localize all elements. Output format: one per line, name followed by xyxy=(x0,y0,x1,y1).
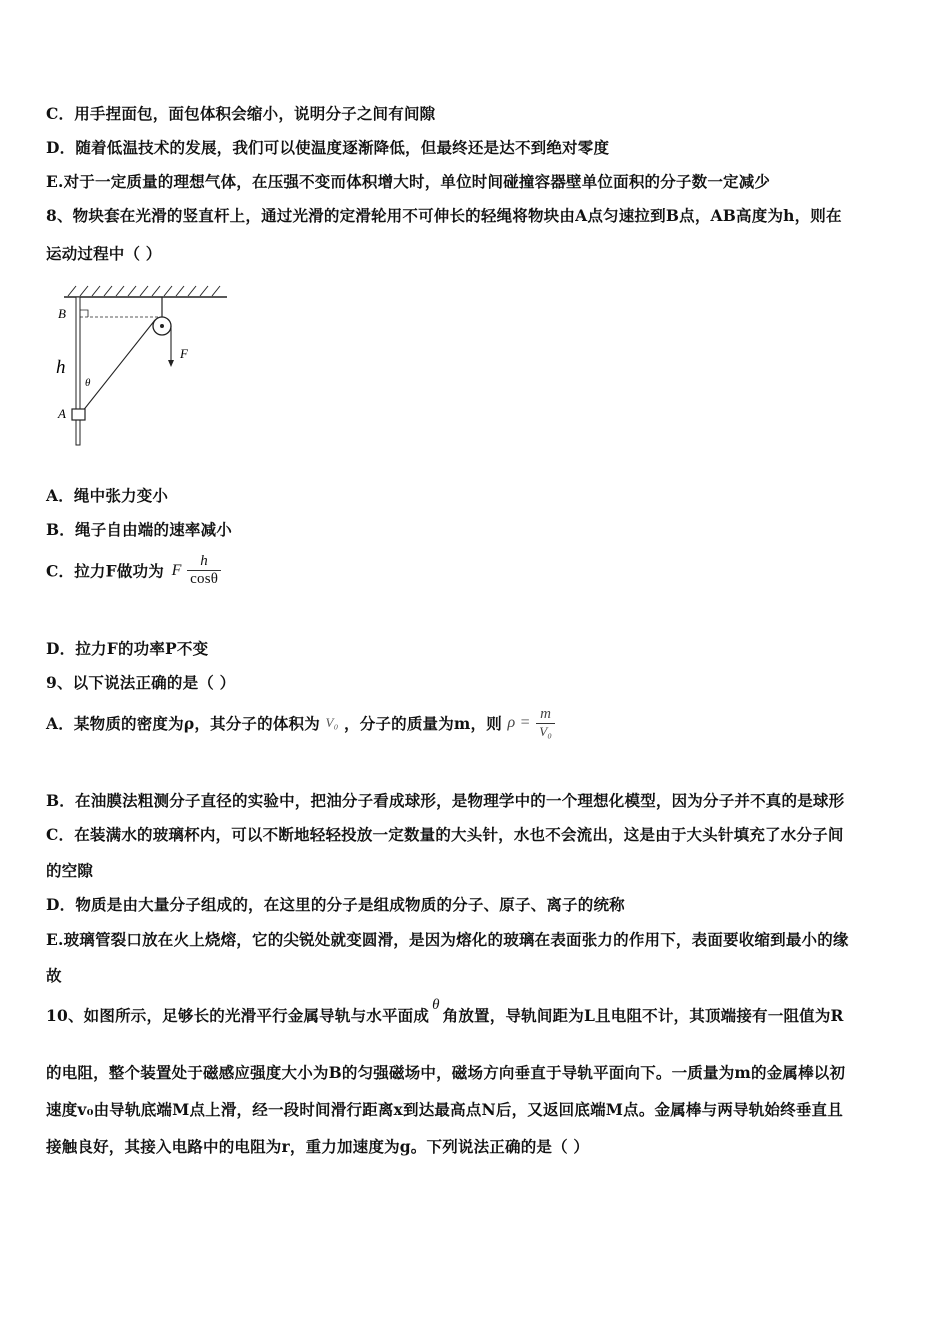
q9-stem: 9、以下说法正确的是（ ） xyxy=(46,673,236,692)
q9-option-a-text: A．某物质的密度为ρ，其分子的体积为 xyxy=(46,714,320,733)
q10-line1 xyxy=(46,997,844,1026)
q7-option-d: D．随着低温技术的发展，我们可以使温度逐渐降低，但最终还是达不到绝对零度 xyxy=(46,138,610,157)
q7-option-e: E.对于一定质量的理想气体，在压强不变而体积增大时，单位时间碰撞容器壁单位面积的分子数一定减少 xyxy=(46,172,771,191)
q9-option-e-line1: E.玻璃管裂口放在火上烧熔，它的尖锐处就变圆滑，是因为熔化的玻璃在表面张力的作用下，表面要收缩到最小的缘 xyxy=(46,930,849,949)
q9-option-a-mid: ，分子的质量为m，则 xyxy=(344,714,502,733)
q8-pulley-figure xyxy=(52,282,237,447)
label-h: h xyxy=(56,357,66,378)
q9-option-c-line2: 的空隙 xyxy=(46,861,94,880)
q8-fraction-numerator: h xyxy=(187,553,221,571)
q9-option-c-line1: C．在装满水的玻璃杯内，可以不断地轻轻投放一定数量的大头针，水也不会流出，这是由于大头针填充了水分子间 xyxy=(46,825,844,844)
q9-option-a xyxy=(46,706,555,740)
label-b: B xyxy=(58,306,66,321)
q8-stem-line1: 8、物块套在光滑的竖直杆上，通过光滑的定滑轮用不可伸长的轻绳将物块由A点匀速拉到B点，AB高度为h，则在 xyxy=(46,206,842,225)
q8-option-d: D．拉力F的功率P不变 xyxy=(46,639,209,658)
force-arrow xyxy=(168,360,174,367)
q9-option-d: D．物质是由大量分子组成的，在这里的分子是组成物质的分子、原子、离子的统称 xyxy=(46,895,625,914)
q10-line2: 的电阻，整个装置处于磁感应强度大小为B的匀强磁场中，磁场方向垂直于导轨平面向下。一质量为m的金属棒以初 xyxy=(46,1063,846,1082)
q10-line1-end: 角放置，导轨间距为L且电阻不计，其顶端接有一阻值为R xyxy=(442,1006,844,1025)
q9-density-fraction xyxy=(536,706,555,740)
q8-option-a: A．绳中张力变小 xyxy=(46,486,169,505)
q8-formula-f: F xyxy=(171,561,182,579)
q10-line3: 速度v₀由导轨底端M点上滑，经一段时间滑行距离x到达最高点N后，又返回底端M点。金属棒与两导轨始终垂直且 xyxy=(46,1100,843,1119)
q7-option-c: C．用手捏面包，面包体积会缩小，说明分子之间有间隙 xyxy=(46,104,436,123)
q8-fraction-denominator: cosθ xyxy=(190,571,219,587)
vertical-rod xyxy=(76,297,80,445)
block xyxy=(72,409,85,420)
rope xyxy=(82,320,155,412)
q10-line4: 接触良好，其接入电路中的电阻为r，重力加速度为g。下列说法正确的是（ ） xyxy=(46,1137,590,1156)
q10-line1-start: 10、如图所示，足够长的光滑平行金属导轨与水平面成 xyxy=(46,1006,430,1025)
q8-option-c-text: C．拉力F做功为 xyxy=(46,561,164,581)
label-f: F xyxy=(180,346,188,361)
q9-rho: ρ = xyxy=(507,714,531,731)
q8-option-c xyxy=(46,553,221,588)
q8-work-fraction xyxy=(187,553,221,588)
q9-fraction-denominator: V₀ xyxy=(539,724,553,739)
ceiling-hatch xyxy=(68,286,220,296)
q9-option-b: B．在油膜法粗测分子直径的实验中，把油分子看成球形，是物理学中的一个理想化模型，因为分子并不真的是球形 xyxy=(46,791,845,810)
q10-theta: θ xyxy=(432,997,440,1013)
label-a: A xyxy=(58,406,66,421)
q8-option-b: B．绳子自由端的速率减小 xyxy=(46,520,233,539)
label-theta: θ xyxy=(85,377,91,389)
q9-option-e-line2: 故 xyxy=(46,966,62,985)
q9-v0: V₀ xyxy=(325,715,339,730)
q9-fraction-numerator: m xyxy=(536,706,555,724)
q8-stem-line2: 运动过程中（ ） xyxy=(46,244,162,263)
